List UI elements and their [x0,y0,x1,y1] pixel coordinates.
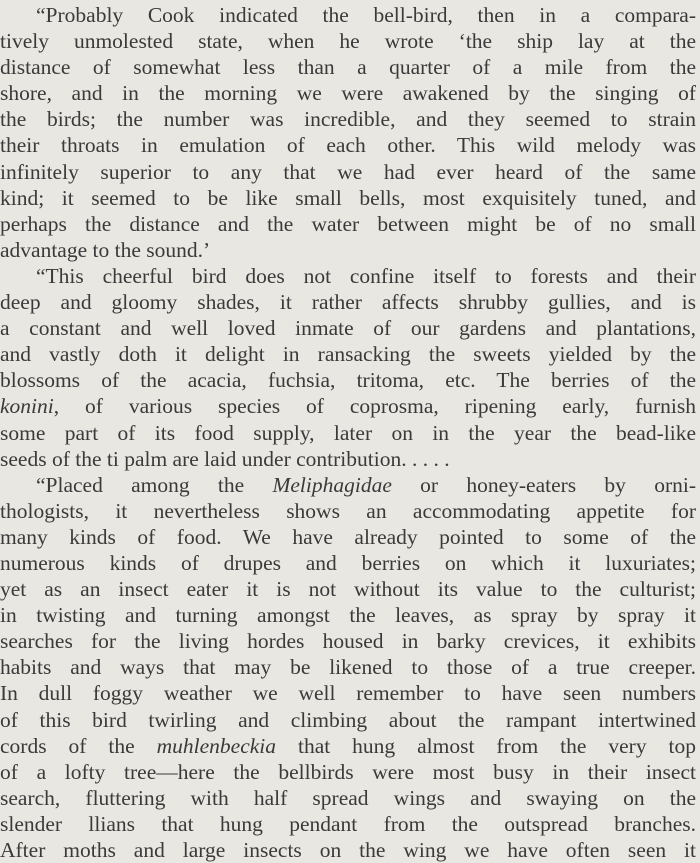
text-line: slender llians that hung pendant from the outspread branches. [0,811,696,836]
text-line: shore, and in the morning we were awakened by the singing of [0,81,696,106]
text-line: the birds; the number was incredible, and they seemed to strain [0,107,696,132]
text-line: numerous kinds of drupes and berries on which it luxuriates; [0,550,696,575]
text-line: of a lofty tree—here the bellbirds were most busy in their insect [0,759,696,784]
text-line: many kinds of food. We have already pointed to some of the [0,524,696,549]
text-line: and vastly doth it delight in ransacking the sweets yielded by the [0,342,696,367]
italic-term: Meliphagidae [272,472,392,497]
text-line: in twisting and turning amongst the leaves, as spray by spray it [0,603,696,628]
text-line: of this bird twirling and climbing about the rampant intertwined [0,707,696,732]
text-line: searches for the living hordes housed in barky crevices, it exhibits [0,629,696,654]
text-line: “Placed among the Meliphagidae or honey-eaters by orni- [36,472,696,497]
text-line: advantage to the sound.’ [0,237,211,262]
text-line: In dull foggy weather we well remember to have seen numbers [0,681,696,706]
text-line: their throats in emulation of each other. This wild melody was [0,133,696,158]
text-line: infinitely superior to any that we had ever heard of the same [0,159,696,184]
text-line: blossoms of the acacia, fuchsia, tritoma, etc. The berries of the [0,368,696,393]
body-text [0,2,696,863]
text-line: yet as an insect eater it is not without its value to the culturist; [0,577,696,602]
text-line: some part of its food supply, later on in the year the bead-like [0,420,696,445]
text-line: konini, of various species of coprosma, ripening early, furnish [0,394,696,419]
text-line: thologists, it nevertheless shows an accommodating appetite for [0,498,696,523]
text-line: tively unmolested state, when he wrote ‘the ship lay at the [0,29,696,54]
text-line: cords of the muhlenbeckia that hung almost from the very top [0,733,696,758]
text-line: “This cheerful bird does not confine itself to forests and their [36,263,696,288]
text-line: seeds of the ti palm are laid under contribution. . . . . [0,446,450,471]
text-line: search, fluttering with half spread wings and swaying on the [0,785,696,810]
text-line: a constant and well loved inmate of our gardens and plantations, [0,316,696,341]
italic-term: konini [0,394,54,419]
text-line: “Probably Cook indicated the bell-bird, then in a compara- [36,3,696,27]
text-line: distance of somewhat less than a quarter of a mile from the [0,55,696,80]
text-line: After moths and large insects on the wing we have often seen it [0,838,696,862]
text-line: kind; it seemed to be like small bells, most exquisitely tuned, and [0,185,696,210]
text-line: deep and gloomy shades, it rather affects shrubby gullies, and is [0,290,696,315]
italic-term: muhlenbeckia [156,733,277,758]
text-line: habits and ways that may be likened to those of a true creeper. [0,655,696,680]
text-line: perhaps the distance and the water between might be of no small [0,211,696,236]
